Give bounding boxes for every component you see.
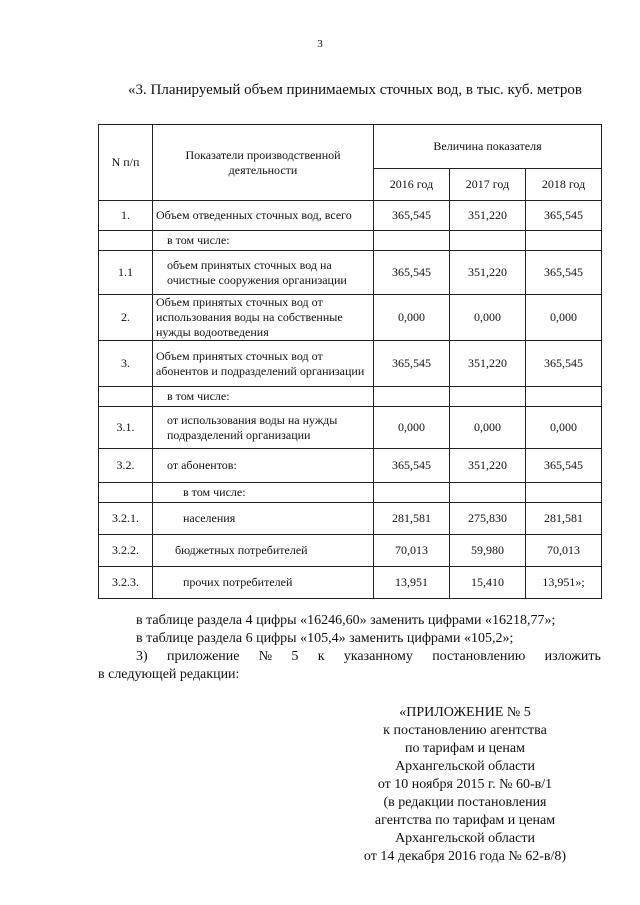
appendix-line: (в редакции постановления [383, 795, 547, 810]
value-2016: 13,951 [374, 567, 450, 599]
value-2016: 70,013 [374, 535, 450, 567]
header-value: Величина показателя [374, 125, 602, 169]
paragraph-appendix-5 [98, 648, 601, 684]
row-num: 3.2.3. [99, 567, 153, 599]
row-label: объем принятых сточных вод на очистные сооружения организации [153, 251, 374, 295]
appendix-title: «ПРИЛОЖЕНИЕ № 5 [399, 705, 531, 720]
row-label: в том числе: [153, 387, 374, 407]
row-num: 3.2.2. [99, 535, 153, 567]
word: 3) [136, 649, 148, 664]
table-row [99, 201, 602, 231]
table-header-row [99, 125, 602, 169]
table-row [99, 567, 602, 599]
table-row [99, 535, 602, 567]
value-2016: 0,000 [374, 295, 450, 341]
appendix-line: Архангельской области [395, 759, 535, 774]
value-2017 [450, 483, 526, 503]
value-2018: 0,000 [526, 407, 602, 449]
value-2016: 365,545 [374, 449, 450, 483]
appendix-line: от 10 ноября 2015 г. № 60-в/1 [377, 777, 553, 792]
header-year-2017: 2017 год [450, 169, 526, 201]
row-label: в том числе: [153, 483, 374, 503]
row-num [99, 483, 153, 503]
value-2018 [526, 483, 602, 503]
row-num [99, 231, 153, 251]
table-row [99, 503, 602, 535]
value-2016: 365,545 [374, 201, 450, 231]
row-num: 1. [99, 201, 153, 231]
row-num: 3.1. [99, 407, 153, 449]
page-number: 3 [317, 38, 323, 50]
table-row [99, 483, 602, 503]
appendix-line: по тарифам и ценам [405, 741, 525, 756]
table-row [99, 231, 602, 251]
paragraph-section-4: в таблице раздела 4 цифры «16246,60» заменить цифрами «16218,77»; [136, 613, 556, 628]
value-2016: 281,581 [374, 503, 450, 535]
paragraph-section-6: в таблице раздела 6 цифры «105,4» заменить цифрами «105,2»; [136, 631, 514, 646]
table-row [99, 449, 602, 483]
word: постановлению [432, 649, 526, 664]
value-2016 [374, 231, 450, 251]
appendix-line: агентства по тарифам и ценам [374, 813, 556, 828]
word: указанному [343, 649, 413, 664]
section-heading: «3. Планируемый объем принимаемых сточных вод, в тыс. куб. метров [128, 82, 582, 98]
value-2017: 351,220 [450, 251, 526, 295]
appendix-line: к постановлению агентства [383, 723, 547, 738]
appendix-header-block [325, 704, 605, 866]
value-2018 [526, 231, 602, 251]
value-2017: 0,000 [450, 295, 526, 341]
value-2017: 351,220 [450, 341, 526, 387]
header-year-2016: 2016 год [374, 169, 450, 201]
value-2017: 15,410 [450, 567, 526, 599]
paragraph-line-justified [98, 648, 601, 666]
appendix-line: Архангельской области [395, 831, 535, 846]
value-2017: 0,000 [450, 407, 526, 449]
value-2017: 59,980 [450, 535, 526, 567]
wastewater-volume-table [98, 124, 602, 599]
row-num: 1.1 [99, 251, 153, 295]
row-label: Объем отведенных сточных вод, всего [153, 201, 374, 231]
row-label: от использования воды на нужды подразделений организации [153, 407, 374, 449]
appendix-line: от 14 декабря 2016 года № 62-в/8) [363, 849, 567, 864]
table-row [99, 251, 602, 295]
value-2018: 365,545 [526, 449, 602, 483]
paragraph-line: в следующей редакции: [98, 667, 240, 682]
row-num: 2. [99, 295, 153, 341]
word: изложить [544, 649, 601, 664]
row-num: 3.2.1. [99, 503, 153, 535]
header-indicator: Показатели производственной деятельности [153, 125, 374, 201]
row-label: Объем принятых сточных вод от использования воды на собственные нужды водоотведения [153, 295, 374, 341]
word: к [317, 649, 325, 664]
header-year-2018: 2018 год [526, 169, 602, 201]
row-num [99, 387, 153, 407]
value-2017 [450, 387, 526, 407]
value-2018 [526, 387, 602, 407]
value-2017 [450, 231, 526, 251]
value-2018: 365,545 [526, 341, 602, 387]
word: № [258, 649, 273, 664]
table-row [99, 407, 602, 449]
value-2018: 281,581 [526, 503, 602, 535]
value-2016 [374, 387, 450, 407]
value-2017: 351,220 [450, 201, 526, 231]
table-row [99, 295, 602, 341]
row-label: населения [153, 503, 374, 535]
value-2018: 13,951»; [526, 567, 602, 599]
word: приложение [166, 649, 240, 664]
row-label: в том числе: [153, 231, 374, 251]
row-label: бюджетных потребителей [153, 535, 374, 567]
value-2016: 365,545 [374, 251, 450, 295]
header-num: N п/п [99, 125, 153, 201]
value-2016: 0,000 [374, 407, 450, 449]
row-label: прочих потребителей [153, 567, 374, 599]
value-2016: 365,545 [374, 341, 450, 387]
row-label: от абонентов: [153, 449, 374, 483]
row-num: 3. [99, 341, 153, 387]
row-num: 3.2. [99, 449, 153, 483]
value-2016 [374, 483, 450, 503]
value-2018: 70,013 [526, 535, 602, 567]
value-2018: 0,000 [526, 295, 602, 341]
value-2017: 275,830 [450, 503, 526, 535]
row-label: Объем принятых сточных вод от абонентов и подразделений организации [153, 341, 374, 387]
value-2018: 365,545 [526, 251, 602, 295]
word: 5 [291, 649, 299, 664]
value-2018: 365,545 [526, 201, 602, 231]
table-row [99, 341, 602, 387]
table-row [99, 387, 602, 407]
value-2017: 351,220 [450, 449, 526, 483]
